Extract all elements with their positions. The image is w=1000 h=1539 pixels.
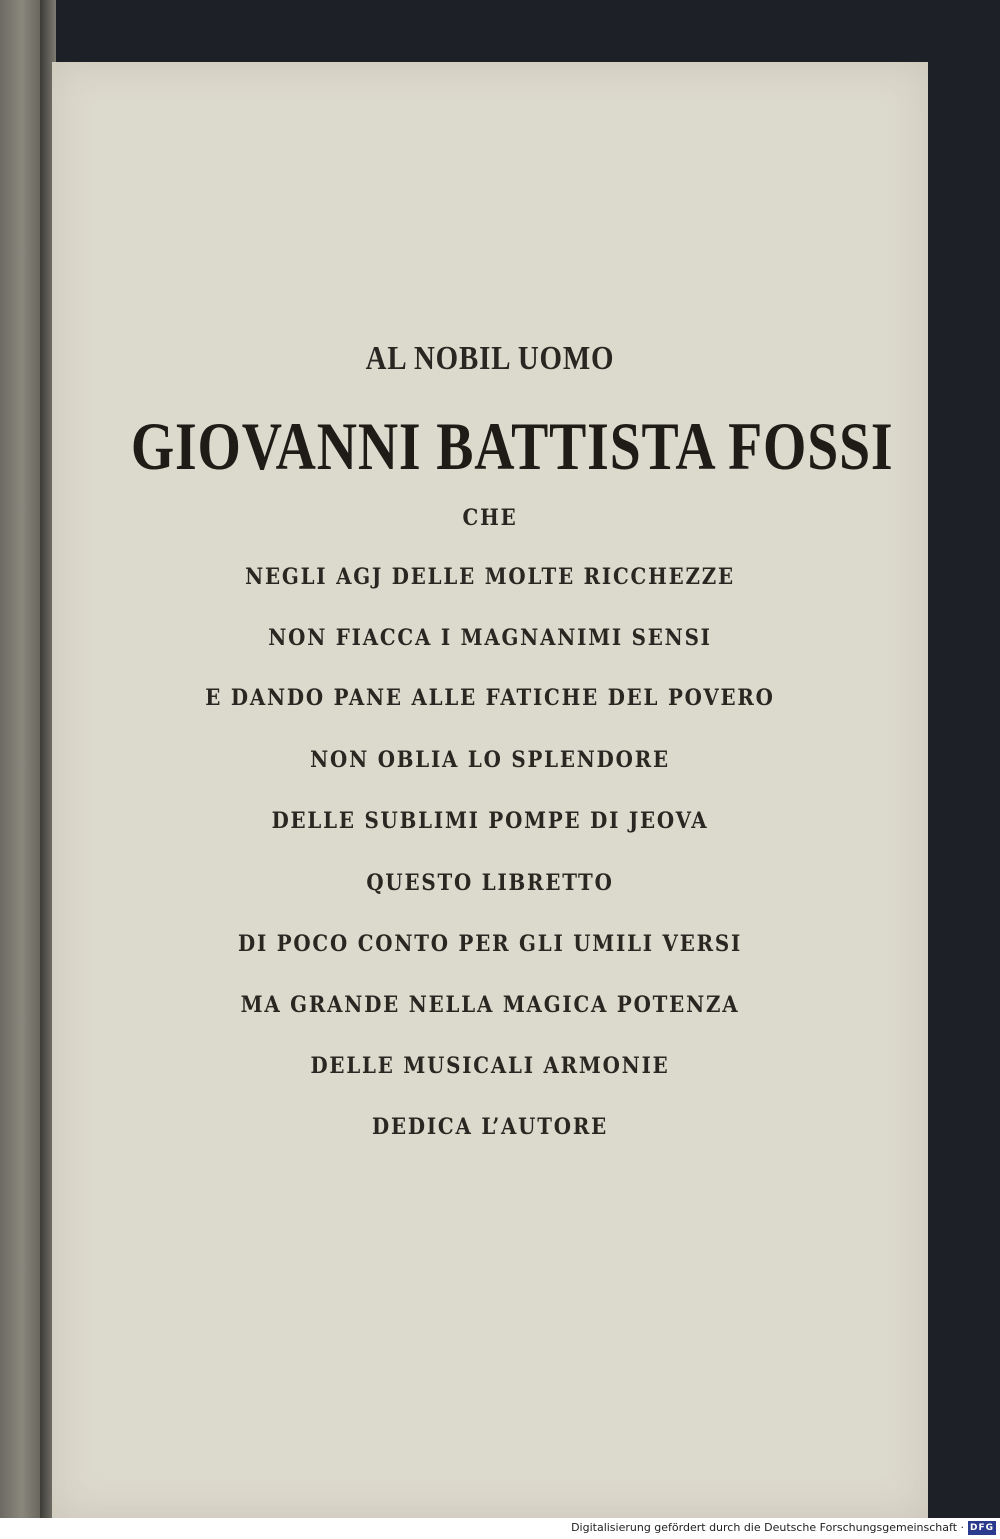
dedication-line: NEGLI AGJ DELLE MOLTE RICCHEZZE [245,564,735,590]
dedication-line: DELLE MUSICALI ARMONIE [310,1053,670,1079]
dedication-line: NON OBLIA LO SPLENDORE [310,747,670,773]
dedication-line: MA GRANDE NELLA MAGICA POTENZA [240,992,740,1018]
dedication-heading: AL NOBIL UOMO [365,340,615,377]
dedication-page [52,62,928,1518]
dedicatee-name: GIOVANNI BATTISTA FOSSI [130,408,894,484]
dedication-line: DI POCO CONTO PER GLI UMILI VERSI [237,931,743,957]
dedication-line: NON FIACCA I MAGNANIMI SENSI [268,625,712,651]
dedication-line: QUESTO LIBRETTO [366,870,614,896]
dfg-logo: DFG [969,1523,994,1533]
dedication-line: CHE [462,505,518,531]
digitization-footer [0,1518,1000,1539]
funding-credit: Digitalisierung gefördert durch die Deutsche Forschungsgemeinschaft · [571,1521,964,1534]
dedication-line: DELLE SUBLIMI POMPE DI JEOVA [271,808,709,834]
dedication-line: E DANDO PANE ALLE FATICHE DEL POVERO [205,685,775,711]
dedication-line: DEDICA L’AUTORE [372,1114,608,1140]
